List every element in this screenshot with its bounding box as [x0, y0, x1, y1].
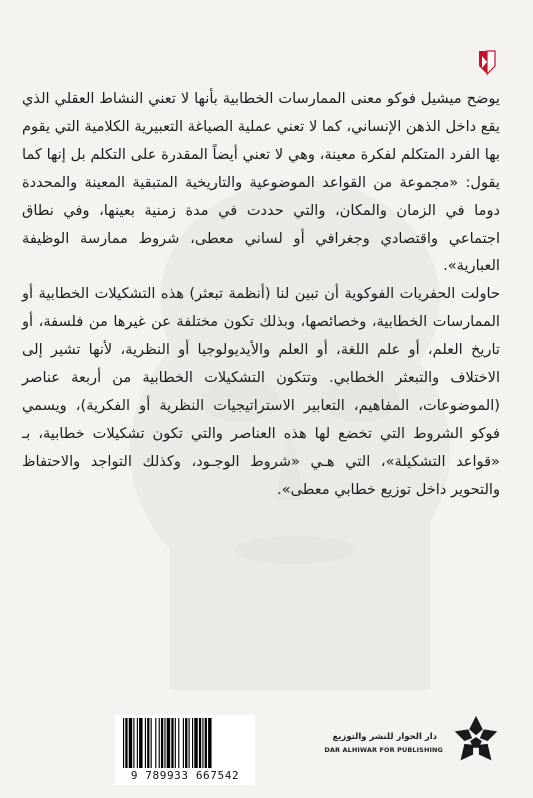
barcode-bars	[121, 718, 249, 768]
barcode-bar	[161, 718, 163, 768]
publisher-star-logo-icon	[447, 712, 505, 770]
paragraph-2: حاولت الحفريات الفوكوية أن تبين لنا (أنظمة تبعثر) هذه التشكيلات الخطابية أو الممارسات الخطابية، وخصائصها، وبذلك تكون مختلفة عن غيرها من فلسفة، أو تاريخ العلم، أو علم اللغة، أو العلم والأيديولوجيا أو النظرية، لأنها تشير إلى الاختلاف والتبعثر الخطابي. وتتكون التشكيلات الخطابية من أربعة عناصر (الموضوعات، المفاهيم، التعابير الاستراتيجيات النظرية أو الفكرية)، ويسمي فوكو الشروط التي تخضع لها هذه العناصر والتي تكون تشكيلات خطابية، بـ «قواعد التشكيلة»، التي هـي «شروط الوجـود، وكذلك التواجد والاحتفاظ والتحوير داخل توزيع خطابي معطى».	[22, 285, 500, 498]
barcode-bar	[178, 718, 179, 768]
barcode-bar	[192, 718, 193, 768]
barcode-bar	[159, 718, 160, 768]
barcode-bar	[129, 718, 132, 768]
barcode-bar	[199, 718, 201, 768]
isbn-number: 9 789933 667542	[130, 769, 240, 782]
isbn-barcode	[115, 715, 255, 785]
publisher-name-english: DAR ALHIWAR FOR PUBLISHING	[324, 746, 443, 754]
barcode-bar	[125, 718, 127, 768]
corner-emblem-icon	[477, 48, 497, 76]
barcode-bar	[202, 718, 203, 768]
barcode-bar	[205, 718, 207, 768]
barcode-bar	[185, 718, 187, 768]
barcode-bar	[167, 718, 170, 768]
barcode-bar	[133, 718, 134, 768]
barcode-bar	[171, 718, 173, 768]
barcode-bar	[164, 718, 165, 768]
barcode-bar	[145, 718, 146, 768]
barcode-bar	[189, 718, 190, 768]
barcode-bar	[139, 718, 142, 768]
barcode-bar	[208, 718, 211, 768]
barcode-bar	[123, 718, 124, 768]
barcode-bar	[147, 718, 149, 768]
barcode-bar	[175, 718, 176, 768]
paragraph-1: يوضح ميشيل فوكو معنى الممارسات الخطابية بأنها لا تعني النشاط العقلي الذي يقع داخل الذهن الإنساني، كما لا تعني عملية الصياغة التعبيرية الكلامية التي يقوم بها الفرد المتكلم لفكرة معينة، وهي لا تعني أيضاً المقدرة على التكلم بل إنها كما يقول: «مجموعة من القواعد الموضوعية والتاريخية المتبقية المعينة والمحددة دوما في الزمان والمكان، والتي حددت في مدة زمنية بعينها، وفي نطاق اجتماعي واقتصادي وجغرافي أو لساني معطى، شروط ممارسة الوظيفة العبارية».	[22, 90, 500, 275]
back-cover-text	[22, 85, 500, 504]
publisher-name-arabic: دار الحوار للنشر والتوزيع	[332, 732, 437, 742]
barcode-bar	[194, 718, 197, 768]
barcode-bar	[155, 718, 156, 768]
barcode-bar	[151, 718, 152, 768]
barcode-bar	[137, 718, 138, 768]
barcode-bar	[183, 718, 184, 768]
publisher-block	[324, 710, 505, 780]
